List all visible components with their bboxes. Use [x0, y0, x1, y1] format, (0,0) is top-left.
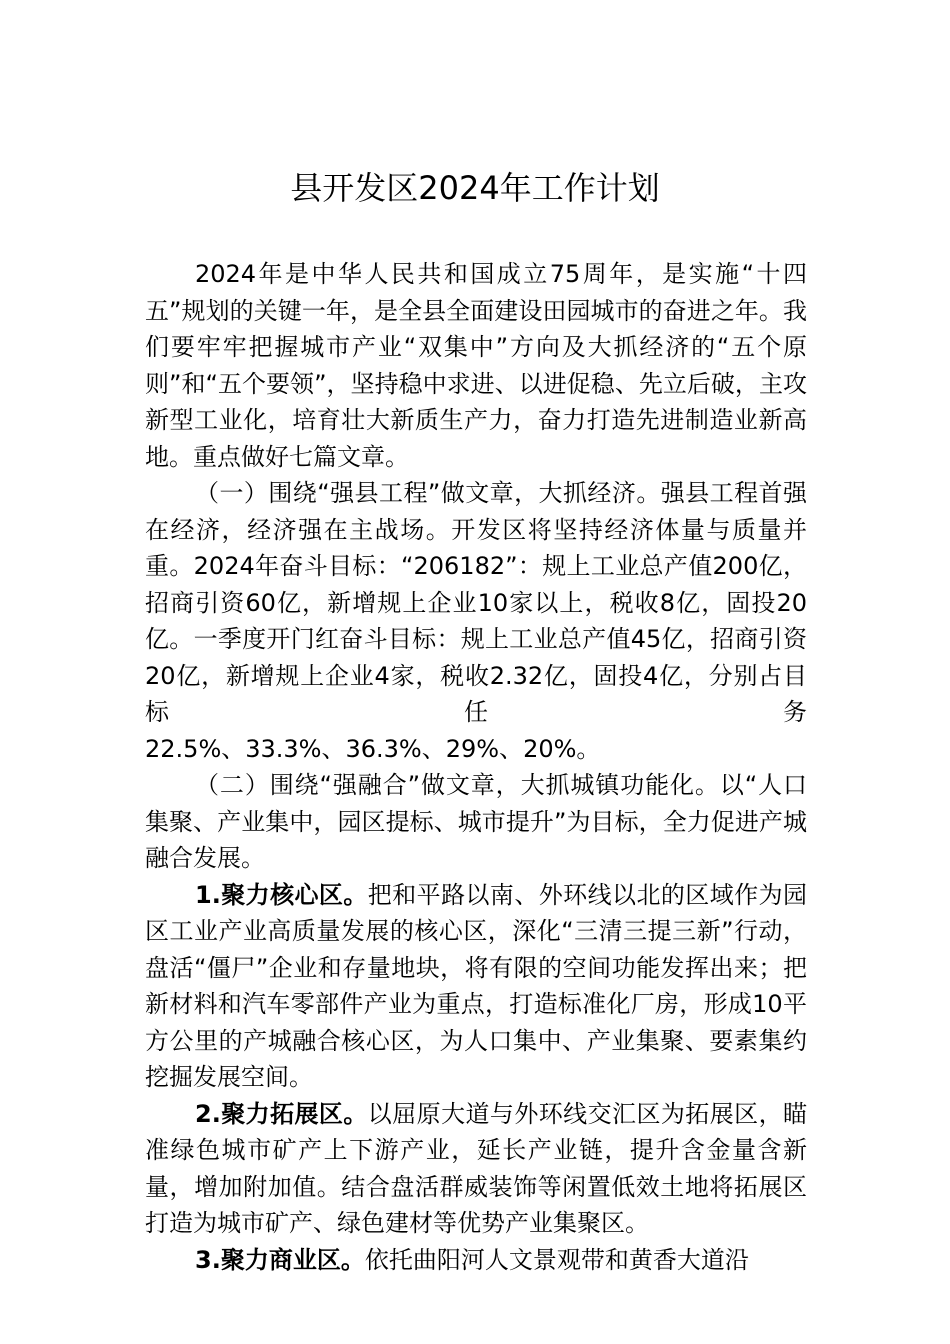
paragraph-text: （二）围绕“强融合”做文章，大抓城镇功能化。以“人口集聚、产业集中，园区提标、城市提升”为目标，全力促进产城融合发展。: [145, 771, 807, 872]
paragraph-text: 22.5%、33.3%、36.3%、29%、20%。: [145, 734, 601, 763]
paragraph-text: 以屈原大道与外环线交汇区为拓展区，瞄准绿色城市矿产上下游产业，延长产业链，提升含金量含新量，增加附加值。结合盘活群威装饰等闲置低效土地将拓展区打造为城市矿产、绿色建材等优势产业集聚区。: [145, 1099, 808, 1237]
paragraph-lead: 3.聚力商业区。: [195, 1245, 365, 1274]
paragraph-section-2: [145, 767, 807, 877]
paragraph-text: 把和平路以南、外环线以北的区域作为园区工业产业高质量发展的核心区，深化“三清三提三新”行动，盘活“僵尸”企业和存量地块，将有限的空间功能发挥出来；把新材料和汽车零部件产业为重点，打造标准化厂房，形成10平方公里的产城融合核心区，为人口集中、产业集聚、要素集约挖掘发展空间。: [145, 880, 808, 1091]
paragraph-lead: 2.聚力拓展区。: [195, 1099, 368, 1128]
document-title: 县开发区2024年工作计划: [290, 169, 660, 207]
paragraph-section-1-continuation: [145, 731, 807, 768]
paragraph-commercial-area: [145, 1242, 807, 1279]
paragraph-lead: 1.聚力核心区。: [195, 880, 368, 909]
paragraph-section-1: [145, 475, 807, 731]
paragraph-text: （一）围绕“强县工程”做文章，大抓经济。强县工程首强在经济，经济强在主战场。开发区将坚持经济体量与质量并重。2024年奋斗目标：“206182”：规上工业总产值200亿，招商引资60亿，新增规上企业10家以上，税收8亿，固投20亿。一季度开门红奋斗目标：规上工业总产值45亿，招商引资20亿，新增规上企业4家，税收2.32亿，固投4亿，分别占目标任务: [145, 479, 807, 726]
paragraph-intro: [145, 256, 807, 475]
paragraph-expansion-area: [145, 1096, 807, 1242]
document-body: [145, 256, 807, 1278]
paragraph-text: 2024年是中华人民共和国成立75周年，是实施“十四五”规划的关键一年，是全县全面建设田园城市的奋进之年。我们要牢牢把握城市产业“双集中”方向及大抓经济的“五个原则”和“五个要领”，坚持稳中求进、以进促稳、先立后破，主攻新型工业化，培育壮大新质生产力，奋力打造先进制造业新高地。重点做好七篇文章。: [145, 260, 807, 471]
paragraph-text: 依托曲阳河人文景观带和黄香大道沿: [364, 1245, 749, 1274]
paragraph-core-area: [145, 877, 807, 1096]
